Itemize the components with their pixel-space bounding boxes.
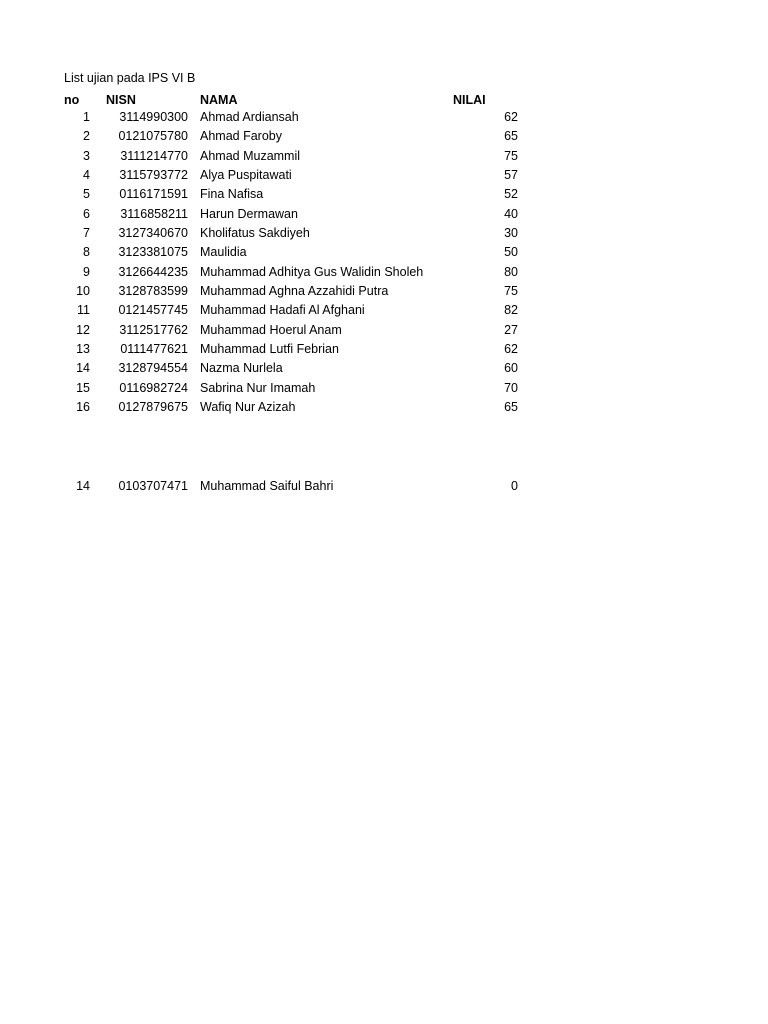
cell-nilai: 75 [504,284,518,298]
table-row [0,243,768,262]
cell-nama: Ahmad Muzammil [200,149,301,163]
cell-nisn: 3111214770 [120,149,188,163]
cell-nama: Wafiq Nur Azizah [200,400,296,414]
header-nama: NAMA [200,93,238,107]
cell-nilai: 0 [511,479,518,493]
cell-nilai: 27 [504,323,518,337]
cell-no: 1 [83,110,90,124]
cell-nisn: 0127879675 [118,400,188,414]
table-row [0,340,768,359]
cell-nilai: 62 [504,342,518,356]
table-row [0,205,768,224]
cell-no: 15 [76,381,90,395]
cell-nama: Kholifatus Sakdiyeh [200,226,310,240]
table-row [0,263,768,282]
cell-nilai: 30 [504,226,518,240]
cell-nilai: 65 [504,400,518,414]
table-row [0,224,768,243]
cell-no: 5 [83,187,90,201]
table-row [0,321,768,340]
cell-nisn: 0111477621 [120,342,188,356]
table-row [0,166,768,185]
cell-nisn: 3128794554 [118,361,188,375]
header-nilai: NILAI [453,93,486,107]
cell-nama: Muhammad Adhitya Gus Walidin Sholeh [200,265,424,279]
cell-nilai: 60 [504,361,518,375]
cell-nama: Harun Dermawan [200,207,298,221]
cell-nama: Muhammad Aghna Azzahidi Putra [200,284,389,298]
cell-no: 3 [83,149,90,163]
cell-nisn: 0121075780 [118,129,188,143]
table-row [0,108,768,127]
cell-nama: Maulidia [200,245,247,259]
cell-nilai: 40 [504,207,518,221]
cell-nilai: 57 [504,168,518,182]
cell-nilai: 65 [504,129,518,143]
cell-nisn: 0116982724 [119,381,188,395]
cell-no: 6 [83,207,90,221]
cell-nama: Sabrina Nur Imamah [200,381,316,395]
table-row [0,379,768,398]
cell-no: 8 [83,245,90,259]
cell-no: 11 [77,303,90,317]
cell-nisn: 3128783599 [118,284,188,298]
cell-nama: Nazma Nurlela [200,361,283,375]
cell-nisn: 3115793772 [119,168,188,182]
cell-no: 9 [83,265,90,279]
cell-no: 2 [83,129,90,143]
cell-nilai: 75 [504,149,518,163]
cell-no: 4 [83,168,90,182]
cell-nisn: 0116171591 [119,187,188,201]
cell-nisn: 3116858211 [120,207,188,221]
cell-nisn: 3127340670 [118,226,188,240]
cell-nisn: 3126644235 [118,265,188,279]
cell-nilai: 52 [504,187,518,201]
cell-nisn: 0121457745 [118,303,188,317]
table-row [0,185,768,204]
cell-no: 14 [76,361,90,375]
cell-nilai: 82 [504,303,518,317]
cell-nama: Ahmad Ardiansah [200,110,299,124]
cell-nilai: 80 [504,265,518,279]
cell-nilai: 50 [504,245,518,259]
table-row [0,398,768,417]
cell-nisn: 0103707471 [118,479,188,493]
cell-nama: Muhammad Hadafi Al Afghani [200,303,365,317]
cell-nama: Ahmad Faroby [200,129,282,143]
header-no: no [64,93,80,107]
header-nisn: NISN [106,93,136,107]
cell-no: 14 [76,479,90,493]
cell-nama: Muhammad Lutfi Febrian [200,342,339,356]
cell-nilai: 70 [504,381,518,395]
cell-nama: Fina Nafisa [200,187,264,201]
cell-nisn: 3123381075 [118,245,188,259]
table-header [0,91,768,109]
cell-no: 16 [76,400,90,414]
cell-nama: Alya Puspitawati [200,168,292,182]
cell-nama: Muhammad Hoerul Anam [200,323,342,337]
page-title: List ujian pada IPS VI B [64,71,196,85]
cell-no: 10 [76,284,90,298]
table-row [0,359,768,378]
table-row [0,282,768,301]
cell-nama: Muhammad Saiful Bahri [200,479,334,493]
cell-nilai: 62 [504,110,518,124]
table-row [0,147,768,166]
table-row [0,127,768,146]
cell-nisn: 3112517762 [119,323,188,337]
cell-no: 12 [76,323,90,337]
table-row [0,301,768,320]
cell-no: 7 [83,226,90,240]
cell-nisn: 3114990300 [119,110,188,124]
extra-table-row [0,477,768,496]
cell-no: 13 [76,342,90,356]
